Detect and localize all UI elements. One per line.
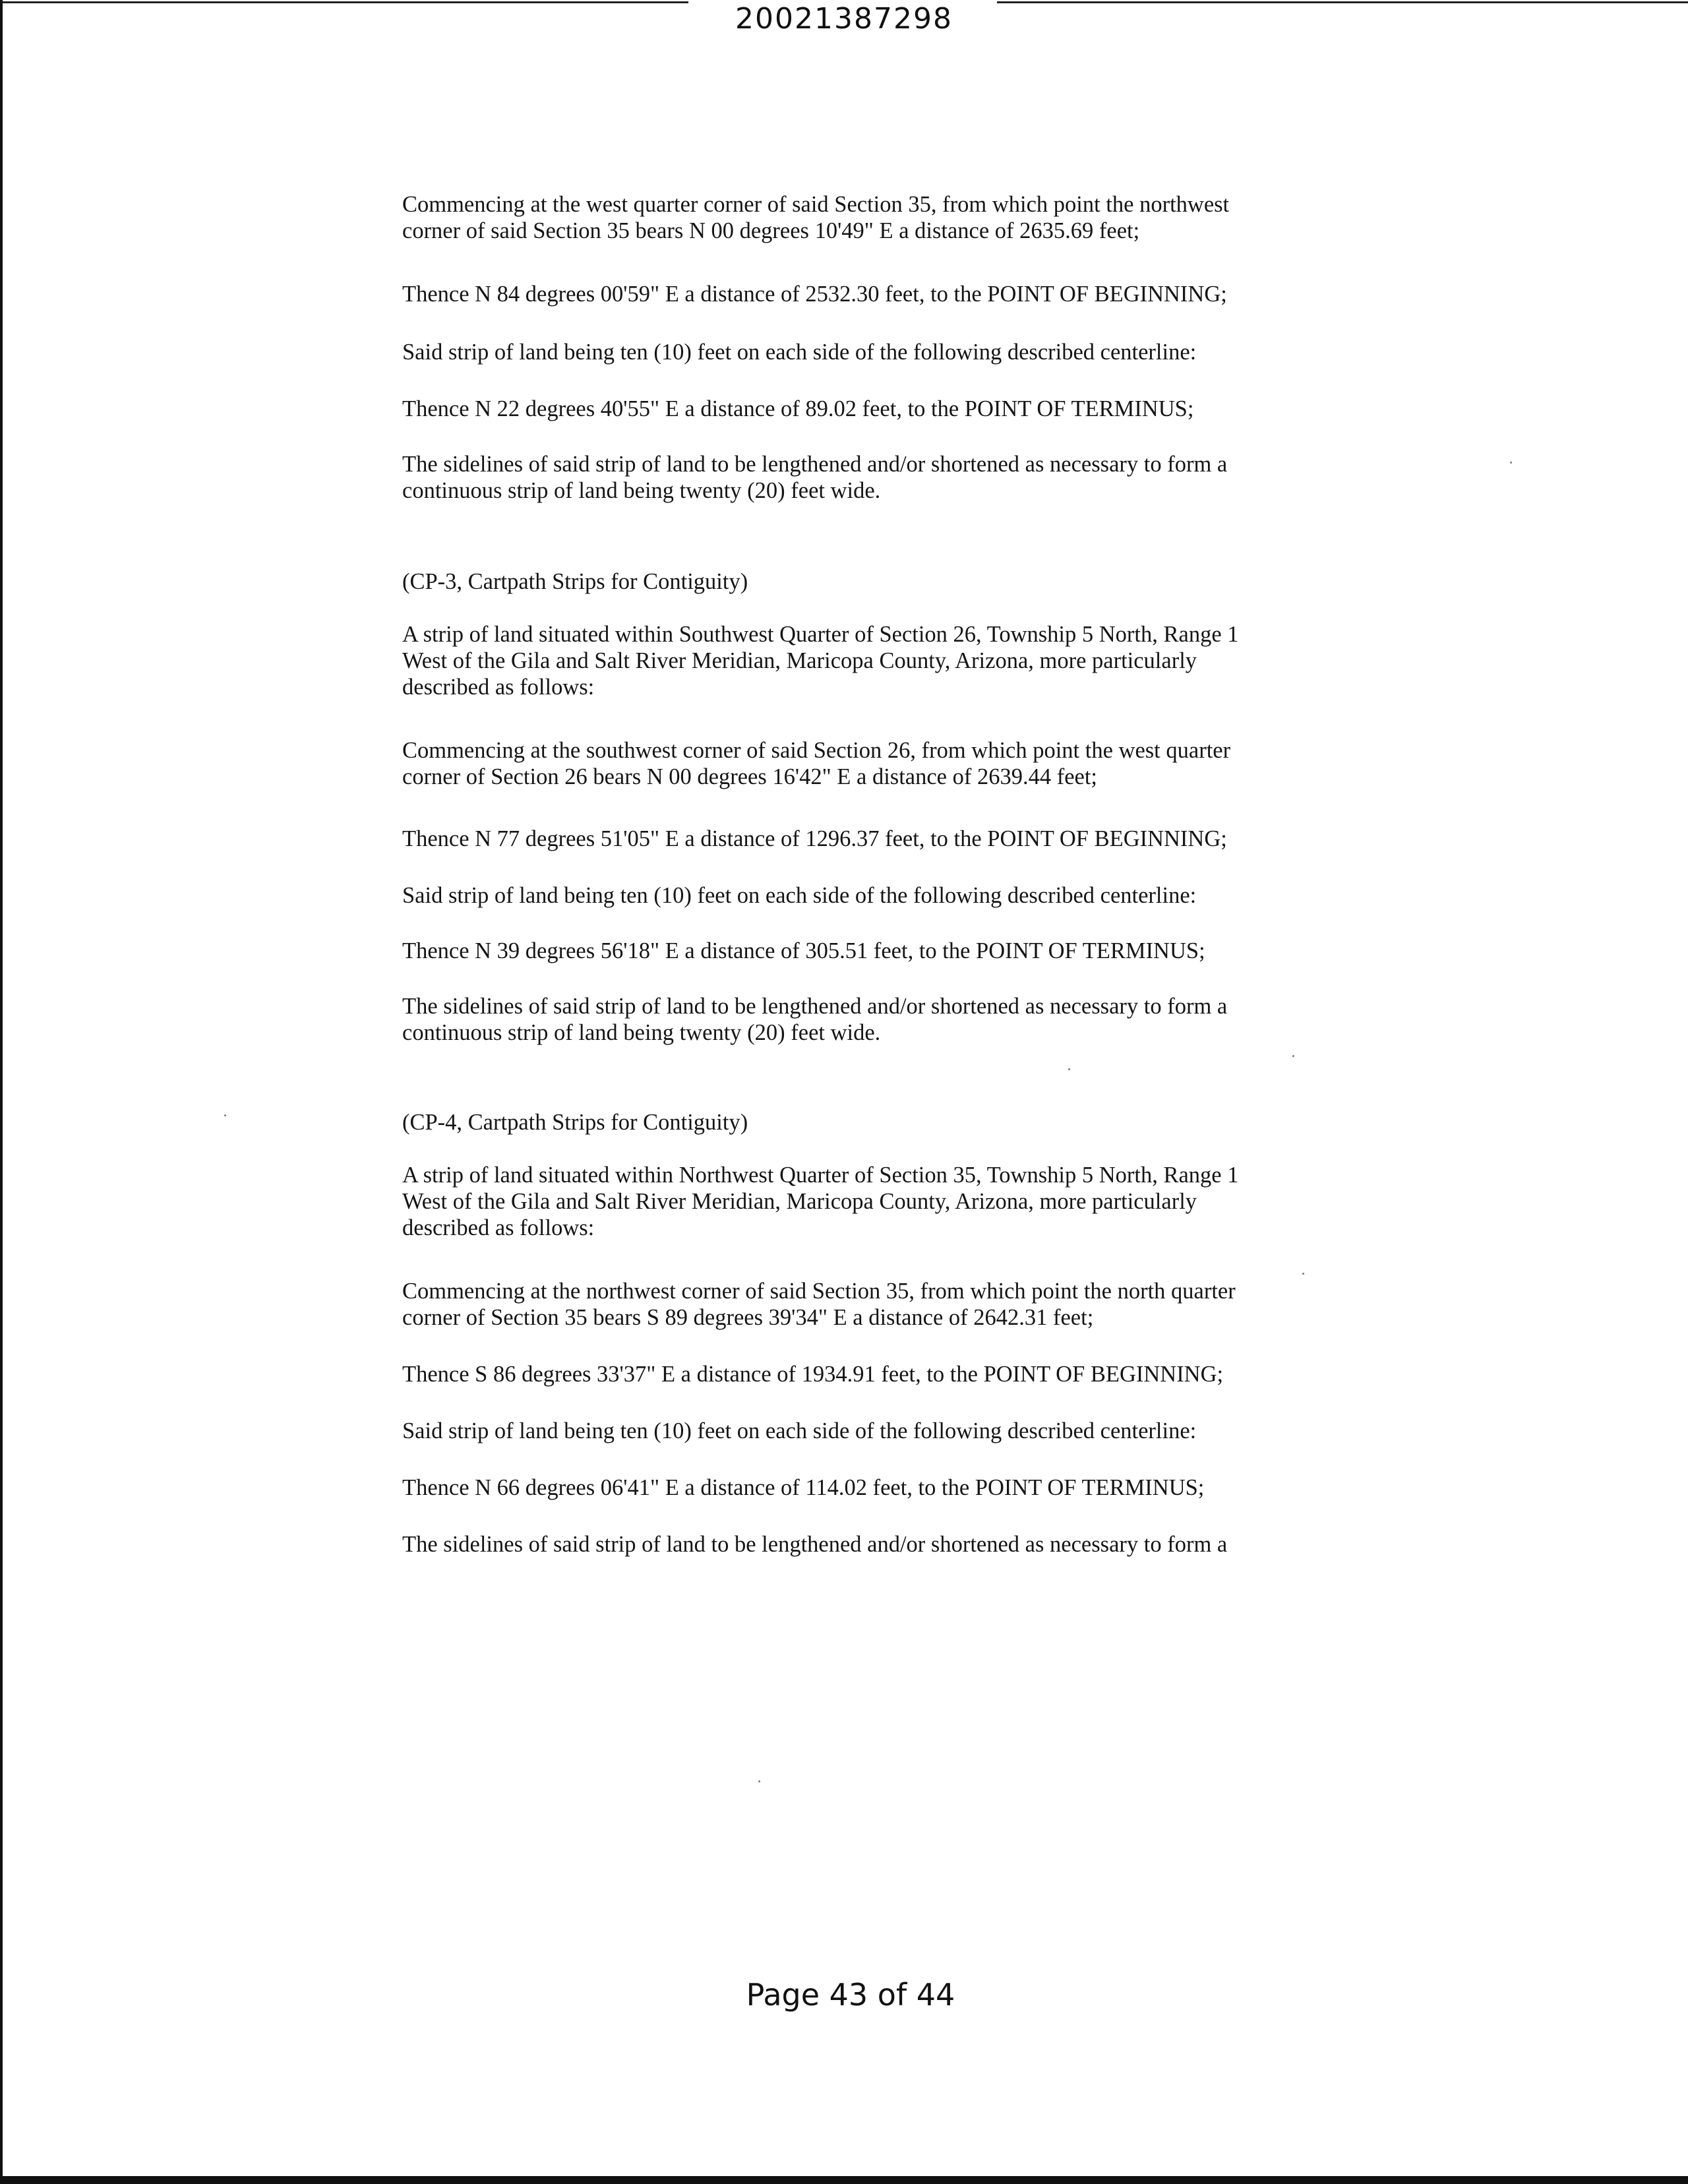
scan-bottom-border [0,2176,1688,2184]
section-heading-cp-3: (CP-3, Cartpath Strips for Contiguity) [402,569,748,594]
paragraph-thence-terminus: Thence N 22 degrees 40'55" E a distance of 89.02 feet, to the POINT OF TERMINUS; [402,396,1194,421]
paragraph-thence-terminus: Thence N 66 degrees 06'41" E a distance of 114.02 feet, to the POINT OF TERMINUS; [402,1475,1205,1500]
document-number: 20021387298 [735,2,953,36]
scan-speck [1292,1055,1294,1057]
paragraph-commencing-section-35: Commencing at the west quarter corner of said Section 35, from which point the northwest corner of said Section 35 bears N 00 degrees 10'49" E a distance of 2635.69 feet; [402,192,1230,243]
section-heading-cp-4: (CP-4, Cartpath Strips for Contiguity) [402,1110,748,1135]
scan-speck [758,1780,760,1782]
paragraph-commencing-section-35: Commencing at the northwest corner of said Section 35, from which point the north quarter corner of Section 35 bears S 89 degrees 39'34" E a distance of 2642.31 feet; [402,1279,1236,1330]
paragraph-thence-beginning: Thence N 84 degrees 00'59" E a distance of 2532.30 feet, to the POINT OF BEGINNING; [402,282,1227,307]
scan-speck [1302,1273,1304,1275]
paragraph-sidelines: The sidelines of said strip of land to be lengthened and/or shortened as necessary to form a continuous strip of land being twenty (20) feet wide. [402,994,1228,1045]
paragraph-sidelines: The sidelines of said strip of land to be lengthened and/or shortened as necessary to form a continuous strip of land being twenty (20) feet wide. [402,452,1228,503]
paragraph-strip-width: Said strip of land being ten (10) feet on each side of the following described centerline: [402,883,1197,908]
page-number: Page 43 of 44 [746,1977,955,2013]
paragraph-thence-beginning: Thence S 86 degrees 33'37" E a distance of 1934.91 feet, to the POINT OF BEGINNING; [402,1362,1224,1387]
paragraph-thence-beginning: Thence N 77 degrees 51'05" E a distance of 1296.37 feet, to the POINT OF BEGINNING; [402,826,1227,851]
scan-speck [224,1114,226,1116]
paragraph-strip-width: Said strip of land being ten (10) feet on each side of the following described centerline: [402,1418,1197,1443]
scan-speck [1510,462,1512,464]
paragraph-thence-terminus: Thence N 39 degrees 56'18" E a distance of 305.51 feet, to the POINT OF TERMINUS; [402,938,1205,963]
paragraph-strip-situated: A strip of land situated within Southwest Quarter of Section 26, Township 5 North, Range 1 West of the Gila and Salt River Meridian, Maricopa County, Arizona, more particularly described as follows: [402,622,1239,700]
scan-speck [1068,1068,1070,1070]
paragraph-commencing-section-26: Commencing at the southwest corner of said Section 26, from which point the west quarter corner of Section 26 bears N 00 degrees 16'42" E a distance of 2639.44 feet; [402,738,1231,789]
paragraph-strip-width: Said strip of land being ten (10) feet on each side of the following described centerline: [402,340,1197,365]
paragraph-strip-situated: A strip of land situated within Northwest Quarter of Section 35, Township 5 North, Range 1 West of the Gila and Salt River Meridian, Maricopa County, Arizona, more particularly described as follows: [402,1163,1239,1240]
scan-left-border [0,0,3,2184]
paragraph-sidelines-partial: The sidelines of said strip of land to be lengthened and/or shortened as necessary to form a [402,1532,1228,1557]
